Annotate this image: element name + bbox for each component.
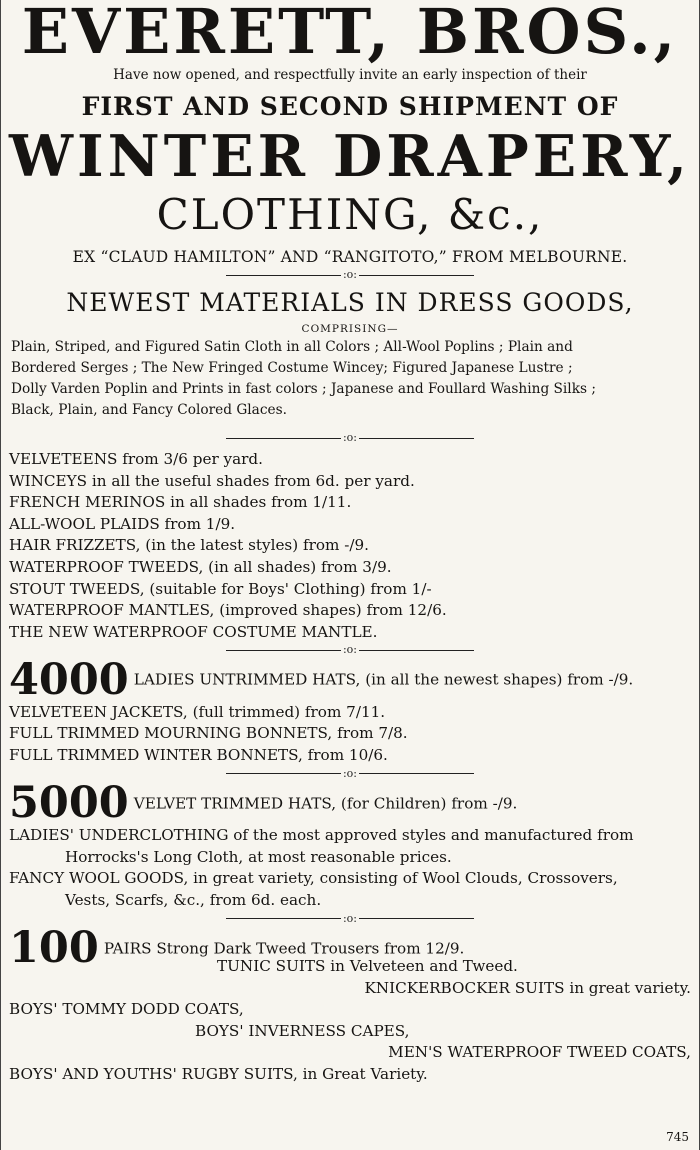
dress-goods-heading: NEWEST MATERIALS IN DRESS GOODS, [66,288,634,317]
clothing-heading: CLOTHING, &c., [156,190,544,239]
divider-mark: :o: [342,268,358,281]
firm-name: EVERETT, BROS., [21,0,679,68]
inverness-line: BOYS' INVERNESS CAPES, [195,1021,410,1040]
price-list [9,449,691,643]
price-line: VELVETEENS from 3/6 per yard. [9,450,263,468]
ladies-hats-text: LADIES UNTRIMMED HATS, (in all the newest shapes) from -/9. [133,670,634,689]
dress-line: Plain, Striped, and Figured Satin Cloth in all Colors ; All-Wool Poplins ; Plain and [11,339,573,355]
divider-mark: :o: [342,431,358,444]
ladies-hats-row [9,654,691,705]
knickerbocker-line: KNICKERBOCKER SUITS in great variety. [364,978,691,997]
tommy-dodd-line: BOYS' TOMMY DODD COATS, [9,1000,244,1019]
dress-line: Black, Plain, and Fancy Colored Glaces. [11,402,287,418]
price-line: ALL-WOOL PLAIDS from 1/9. [9,514,236,533]
fancy-wool-line: FANCY WOOL GOODS, in great variety, consisting of Wool Clouds, Crossovers, [9,869,618,888]
price-line: STOUT TWEEDS, (suitable for Boys' Clothing) from 1/- [9,579,432,598]
tunic-suits-line: TUNIC SUITS in Velveteen and Tweed. [217,957,518,975]
underclothing-line: Horrocks's Long Cloth, at most reasonable prices. [65,847,452,866]
price-line: WATERPROOF MANTLES, (improved shapes) from 12/6. [9,601,447,620]
mens-coats-line: MEN'S WATERPROOF TWEED COATS, [388,1043,691,1062]
divider-mark: :o: [342,911,358,925]
divider-mark: :o: [342,766,358,780]
invite-line: Have now opened, and respectfully invite an early inspection of their [113,67,587,83]
hat-line: FULL TRIMMED MOURNING BONNETS, from 7/8. [9,724,408,743]
price-line: WATERPROOF TWEEDS, (in all shades) from 3/9. [9,557,392,576]
shipping-line: EX “CLAUD HAMILTON” AND “RANGITOTO,” FROM MELBOURNE. [72,248,628,266]
price-line: FRENCH MERINOS in all shades from 1/11. [9,493,352,512]
comprising-label: COMPRISING— [301,323,399,335]
quantity-4000: 4000 [9,654,129,705]
underclothing-line: LADIES' UNDERCLOTHING of the most approved styles and manufactured from [9,826,634,845]
quantity-100: 100 [9,923,99,973]
dress-line: Bordered Serges ; The New Fringed Costume Wincey; Figured Japanese Lustre ; [11,360,573,376]
fancy-wool-line: Vests, Scarfs, &c., from 6d. each. [65,890,322,909]
price-line: THE NEW WATERPROOF COSTUME MANTLE. [9,622,378,641]
winter-drapery-heading: WINTER DRAPERY, [9,123,691,190]
hat-line: VELVETEEN JACKETS, (full trimmed) from 7/11. [9,702,386,721]
velvet-hats-text: VELVET TRIMMED HATS, (for Children) from -/9. [133,794,518,813]
trousers-text: PAIRS Strong Dark Tweed Trousers from 12/9. [103,939,465,957]
velvet-hats-row [9,778,691,829]
divider-mark: :o: [342,643,358,657]
divider [9,431,691,445]
price-line: WINCEYS in all the useful shades from 6d. per yard. [9,471,415,490]
rugby-suits-line: BOYS' AND YOUTHS' RUGBY SUITS, in Great Variety. [9,1064,428,1083]
dress-goods-text [11,337,689,421]
divider [9,268,691,282]
quantity-5000: 5000 [9,778,129,829]
shipment-heading: FIRST AND SECOND SHIPMENT OF [81,92,619,121]
dress-line: Dolly Varden Poplin and Prints in fast colors ; Japanese and Foullard Washing Silks ; [11,381,596,397]
page-number: 745 [666,1130,689,1144]
hat-line: FULL TRIMMED WINTER BONNETS, from 10/6. [9,746,388,765]
divider [9,912,691,926]
price-line: HAIR FRIZZETS, (in the latest styles) from -/9. [9,536,369,555]
